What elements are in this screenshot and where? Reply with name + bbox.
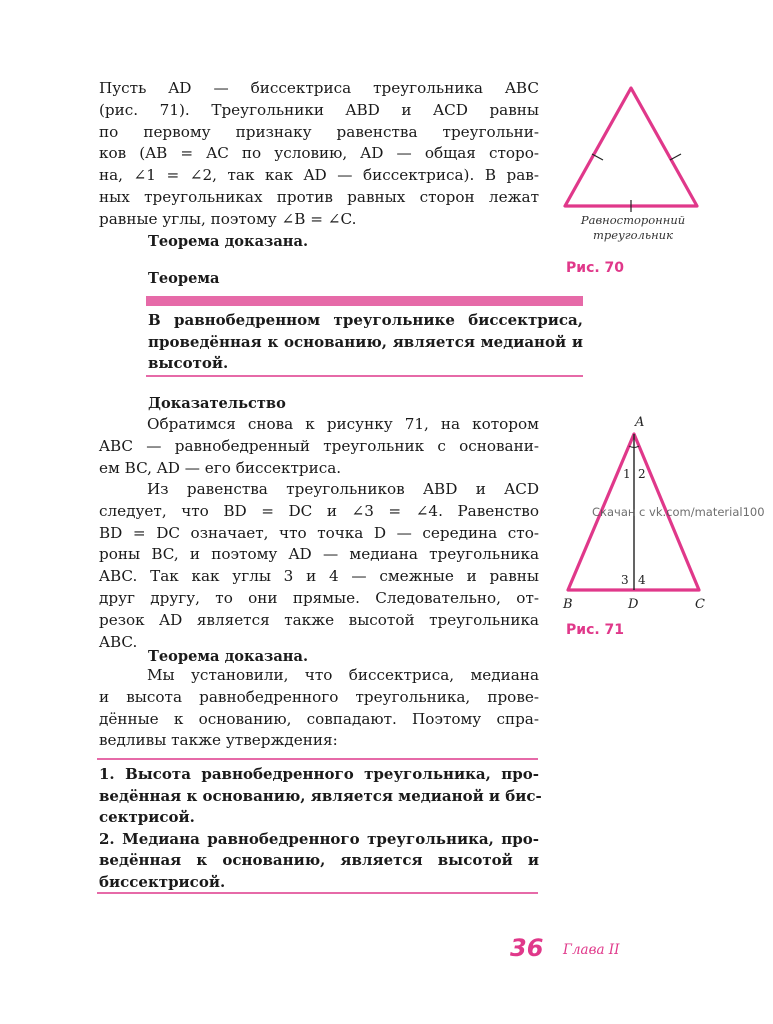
vertex-label-B: B (563, 597, 573, 612)
text-line: дённые к основанию, совпадают. Поэтому спра- (99, 709, 539, 728)
text-line: ных треугольниках против равных сторон лежат (99, 187, 539, 206)
text-line: ABC. Так как углы 3 и 4 — смежные и равны (99, 567, 539, 586)
proof-end-label: Теорема доказана. (148, 648, 309, 665)
statement-line: биссектрисой. (99, 872, 226, 891)
page-number: 36 (510, 934, 544, 962)
theorem-statement (148, 310, 583, 375)
text-line: роны BC, и поэтому AD — медиана треугольника (99, 545, 539, 564)
statements-top-rule (97, 758, 538, 760)
vertex-label-D: D (628, 597, 639, 612)
angle-label-1: 1 (623, 467, 631, 481)
text-line: (рис. 71). Треугольники ABD и ACD равны (99, 100, 539, 119)
angle-label-4: 4 (638, 573, 646, 587)
text-line: В равнобедренном треугольнике биссектриса, (148, 311, 583, 329)
statement-line: 2. Медиана равнобедренного треугольника, про- (99, 829, 539, 848)
text-line: на, ∠1 = ∠2, так как AD — биссектриса). В рав- (99, 166, 539, 185)
text-line: следует, что BD = DC и ∠3 = ∠4. Равенство (99, 501, 539, 520)
proof-paragraph-2 (99, 479, 539, 653)
equilateral-triangle-shape (565, 88, 697, 206)
figure-70-caption: Рис. 70 (566, 260, 625, 276)
text-line: ABC. (99, 632, 138, 651)
text-line: BD = DC означает, что точка D — середина сто- (99, 523, 539, 542)
text-line: друг другу, то они прямые. Следовательно, от- (99, 588, 539, 607)
text-line: ков (AB = AC по условию, AD — общая сторо- (99, 144, 539, 163)
text-line: равные углы, поэтому ∠B = ∠C. (99, 209, 357, 228)
text-line: высотой. (148, 354, 229, 372)
proof-paragraph-1 (99, 414, 539, 479)
theorem-top-bar (146, 296, 583, 306)
text-line: и высота равнобедренного треугольника, прове- (99, 687, 539, 706)
conclusion-paragraph (99, 665, 539, 752)
equal-side-tick (670, 154, 681, 160)
text-line: Пусть AD — биссектриса треугольника ABC (99, 79, 539, 97)
text-line: ABC — равнобедренный треугольник с основани- (99, 436, 539, 455)
text-line: ведливы также утверждения: (99, 731, 338, 750)
watermark: Скачан с vk.com/material100 (592, 505, 765, 519)
statement-line: ведённая к основанию, является высотой и (99, 851, 539, 870)
text-line: Из равенства треугольников ABD и ACD (147, 480, 539, 498)
statements-list (99, 764, 542, 894)
figure-70-label (553, 213, 713, 243)
statement-line: ведённая к основанию, является медианой и бис- (99, 786, 542, 805)
angle-label-2: 2 (638, 467, 646, 481)
text-line: резок AD является также высотой треугольника (99, 610, 539, 629)
theorem-bottom-rule (146, 375, 583, 377)
theorem-proved-label: Теорема доказана. (148, 233, 309, 250)
text-line: Обратимся снова к рисунку 71, на котором (147, 415, 539, 433)
angle-label-3: 3 (621, 573, 629, 587)
vertex-label-A: A (635, 415, 645, 430)
figure-70-label-line: Равносторонний (580, 213, 686, 227)
chapter-label: Глава II (563, 942, 620, 958)
proof-heading: Доказательство (148, 395, 286, 412)
statement-line: сектрисой. (99, 808, 195, 827)
vertex-label-C: C (695, 597, 705, 612)
figure-70-equilateral-triangle (555, 78, 715, 218)
statements-bottom-rule (97, 892, 538, 894)
text-line: ем BC, AD — его биссектриса. (99, 458, 342, 477)
text-line: проведённая к основанию, является медианой и (148, 332, 583, 351)
theorem-heading: Теорема (148, 270, 220, 287)
text-line: по первому признаку равенства треугольни- (99, 122, 539, 141)
text-line: Мы установили, что биссектриса, медиана (147, 666, 539, 684)
statement-line: 1. Высота равнобедренного треугольника, про- (99, 765, 539, 783)
figure-70-label-line: треугольник (593, 228, 673, 242)
figure-71-caption: Рис. 71 (566, 622, 625, 638)
intro-paragraph (99, 78, 539, 231)
